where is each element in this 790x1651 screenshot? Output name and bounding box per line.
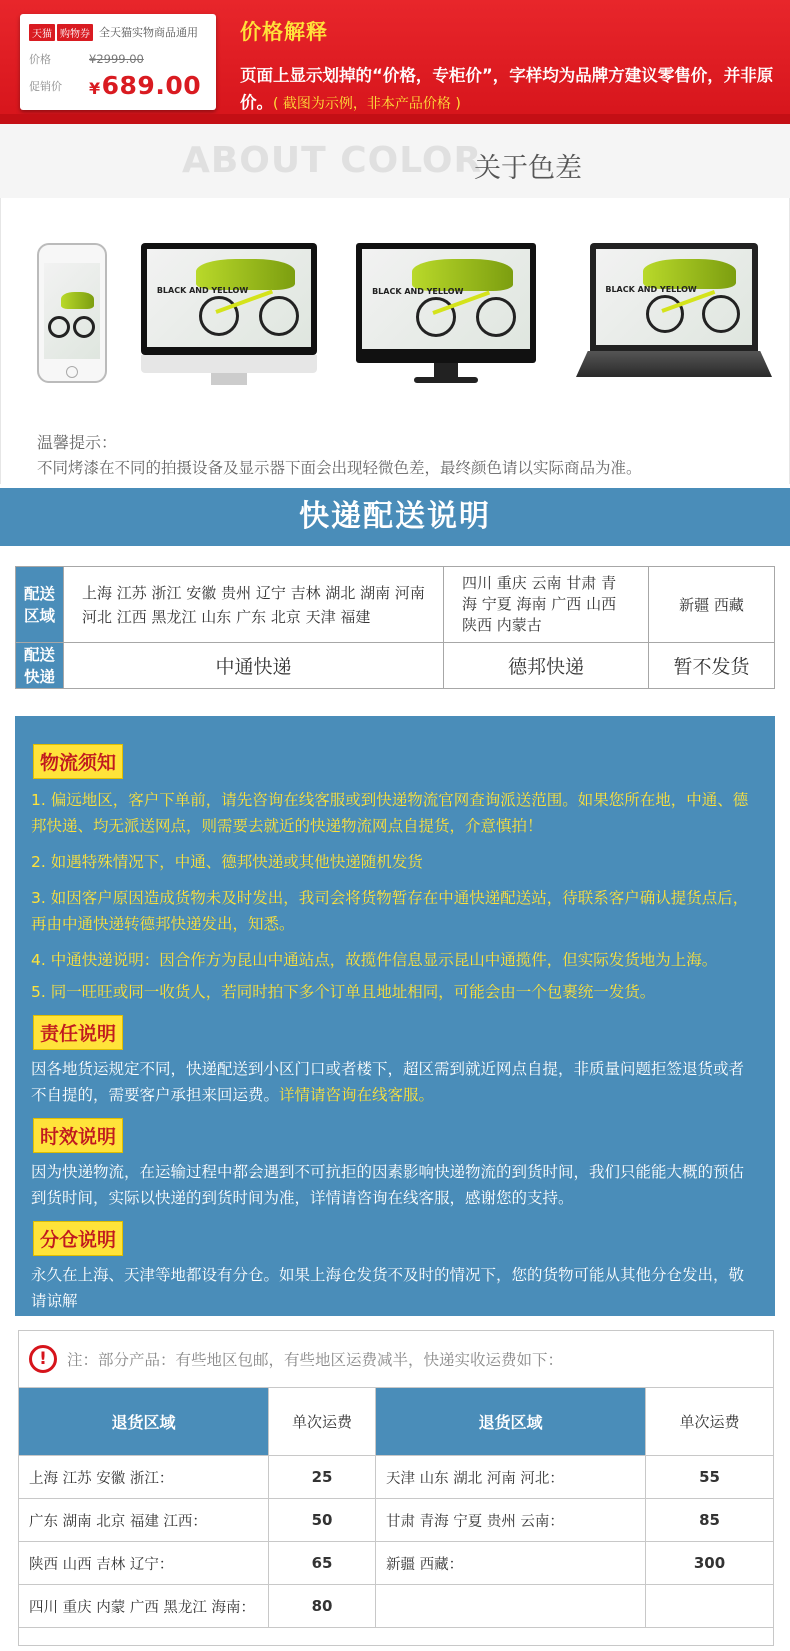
express-title: 快递配送说明 bbox=[0, 488, 790, 546]
return-zone: 甘肃 青海 宁夏 贵州 云南： bbox=[376, 1499, 646, 1542]
screen-caption: BLACK AND YELLOW bbox=[605, 285, 697, 295]
table-row bbox=[19, 1585, 774, 1628]
ship-a: 中通快递 bbox=[64, 643, 444, 689]
badge-timing: 时效说明 bbox=[33, 1118, 123, 1153]
table-row bbox=[19, 1499, 774, 1542]
about-color-header bbox=[0, 124, 790, 198]
coupon-tag: 购物券 bbox=[57, 24, 93, 41]
coupon-general-text: 全天猫实物商品通用 bbox=[99, 26, 198, 39]
return-fee: 65 bbox=[269, 1542, 376, 1585]
tip-text: 不同烤漆在不同的拍摄设备及显示器下面会出现轻微色差，最终颜色请以实际商品为准。 bbox=[37, 459, 642, 477]
promo-price: ¥689.00 bbox=[89, 71, 202, 100]
badge-warehouse: 分仓说明 bbox=[33, 1221, 123, 1256]
zone-header: 配送 区域 bbox=[16, 567, 64, 643]
table-row bbox=[19, 1456, 774, 1499]
promo-label: 促销价 bbox=[29, 79, 62, 93]
zone-group-a: 上海 江苏 浙江 安徽 贵州 辽宁 吉林 湖北 湖南 河南 河北 江西 黑龙江 山东 广东 北京 天津 福建 bbox=[64, 567, 444, 643]
zone-group-c: 新疆 西藏 bbox=[649, 567, 775, 643]
return-zone: 陕西 山西 吉林 辽宁： bbox=[19, 1542, 269, 1585]
return-fee: 50 bbox=[269, 1499, 376, 1542]
responsibility-text: 因各地货运规定不同，快递配送到小区门口或者楼下，超区需到就近网点自提，非质量问题拒签退货或者不自提的，需要客户承担来回运费。详情请咨询在线客服。 bbox=[31, 1060, 745, 1104]
ship-b: 德邦快递 bbox=[444, 643, 649, 689]
logistics-item-4: 4. 中通快递说明：因合作方为昆山中通站点，故揽件信息显示昆山中通揽件，但实际发货地为上海。 bbox=[31, 951, 718, 969]
logistics-item-5: 5. 同一旺旺或同一收货人，若同时拍下多个订单且地址相同，可能会由一个包裹统一发货。 bbox=[31, 983, 656, 1001]
laptop-image bbox=[576, 243, 772, 385]
delivery-ship-row bbox=[16, 643, 775, 689]
price-label: 价格 bbox=[29, 53, 51, 66]
return-zone: 新疆 西藏： bbox=[376, 1542, 646, 1585]
badge-responsibility: 责任说明 bbox=[33, 1015, 123, 1050]
return-fee: 80 bbox=[269, 1585, 376, 1628]
tip-title: 温馨提示： bbox=[37, 433, 118, 452]
warning-icon: ! bbox=[29, 1345, 57, 1373]
return-note bbox=[19, 1331, 773, 1387]
tmall-tag: 天猫 bbox=[29, 24, 55, 41]
return-fee: 85 bbox=[646, 1499, 774, 1542]
return-fee-table bbox=[18, 1387, 774, 1628]
return-zone bbox=[376, 1585, 646, 1628]
logistics-item-1: 1. 偏远地区，客户下单前，请先咨询在线客服或到快递物流官网查询派送范围。如果您所在地，中通、德邦快递、均无派送网点，则需要去就近的快递物流网点自提货，介意慎拍！ bbox=[31, 791, 749, 835]
return-fee: 25 bbox=[269, 1456, 376, 1499]
ship-c: 暂不发货 bbox=[649, 643, 775, 689]
return-zone: 上海 江苏 安徽 浙江： bbox=[19, 1456, 269, 1499]
return-zone: 广东 湖南 北京 福建 江西： bbox=[19, 1499, 269, 1542]
return-fee: 55 bbox=[646, 1456, 774, 1499]
col-fee-right: 单次运费 bbox=[646, 1388, 774, 1456]
device-comparison bbox=[0, 198, 790, 484]
price-explain-text: 页面上显示划掉的“价格，专柜价”，字样均为品牌方建议零售价，并非原价。( 截图为示例，非本产品价格 ) bbox=[240, 66, 774, 112]
imac-image bbox=[141, 243, 317, 385]
monitor-image bbox=[356, 243, 536, 385]
ship-header: 配送 快递 bbox=[16, 643, 64, 689]
warehouse-text: 永久在上海、天津等地都设有分仓。如果上海仓发货不及时的情况下，您的货物可能从其他分仓发出，敬请谅解 bbox=[31, 1266, 745, 1310]
table-row bbox=[19, 1542, 774, 1585]
return-note-text: 注：部分产品：有些地区包邮，有些地区运费减半，快递实收运费如下： bbox=[67, 1351, 564, 1369]
screen-caption: BLACK AND YELLOW bbox=[372, 287, 464, 296]
col-zone-right: 退货区域 bbox=[376, 1388, 646, 1456]
phone-image bbox=[37, 243, 107, 383]
about-color-title-en: ABOUT COLOR bbox=[182, 140, 483, 181]
price-explain-note: ( 截图为示例，非本产品价格 ) bbox=[273, 96, 461, 112]
screen-caption: BLACK AND YELLOW bbox=[156, 286, 249, 296]
delivery-table bbox=[15, 566, 775, 689]
about-color-title-cn: 关于色差 bbox=[474, 153, 582, 184]
return-zone: 天津 山东 湖北 河南 河北： bbox=[376, 1456, 646, 1499]
delivery-zone-row bbox=[16, 567, 775, 643]
logistics-notice bbox=[15, 716, 775, 1316]
badge-logistics: 物流须知 bbox=[33, 744, 123, 779]
timing-text: 因为快递物流，在运输过程中都会遇到不可抗拒的因素影响快递物流的到货时间，我们只能能大概的预估到货时间，实际以快递的到货时间为准，详情请咨询在线客服，感谢您的支持。 bbox=[31, 1163, 745, 1207]
return-fee: 300 bbox=[646, 1542, 774, 1585]
return-zone: 四川 重庆 内蒙 广西 黑龙江 海南： bbox=[19, 1585, 269, 1628]
price-explain-title: 价格解释 bbox=[240, 20, 328, 44]
return-fee bbox=[646, 1585, 774, 1628]
logistics-item-2: 2. 如遇特殊情况下，中通、德邦快递或其他快递随机发货 bbox=[31, 853, 423, 871]
original-price: ¥2999.00 bbox=[89, 52, 144, 66]
logistics-item-3: 3. 如因客户原因造成货物未及时发出，我司会将货物暂存在中通快递配送站，待联系客户确认提货点后，再由中通快递转德邦快递发出，知悉。 bbox=[31, 889, 749, 933]
col-zone-left: 退货区域 bbox=[19, 1388, 269, 1456]
price-card bbox=[20, 14, 216, 110]
col-fee-left: 单次运费 bbox=[269, 1388, 376, 1456]
return-fee-box bbox=[18, 1330, 774, 1646]
price-banner bbox=[0, 0, 790, 124]
zone-group-b: 四川 重庆 云南 甘肃 青海 宁夏 海南 广西 山西 陕西 内蒙古 bbox=[444, 567, 649, 643]
